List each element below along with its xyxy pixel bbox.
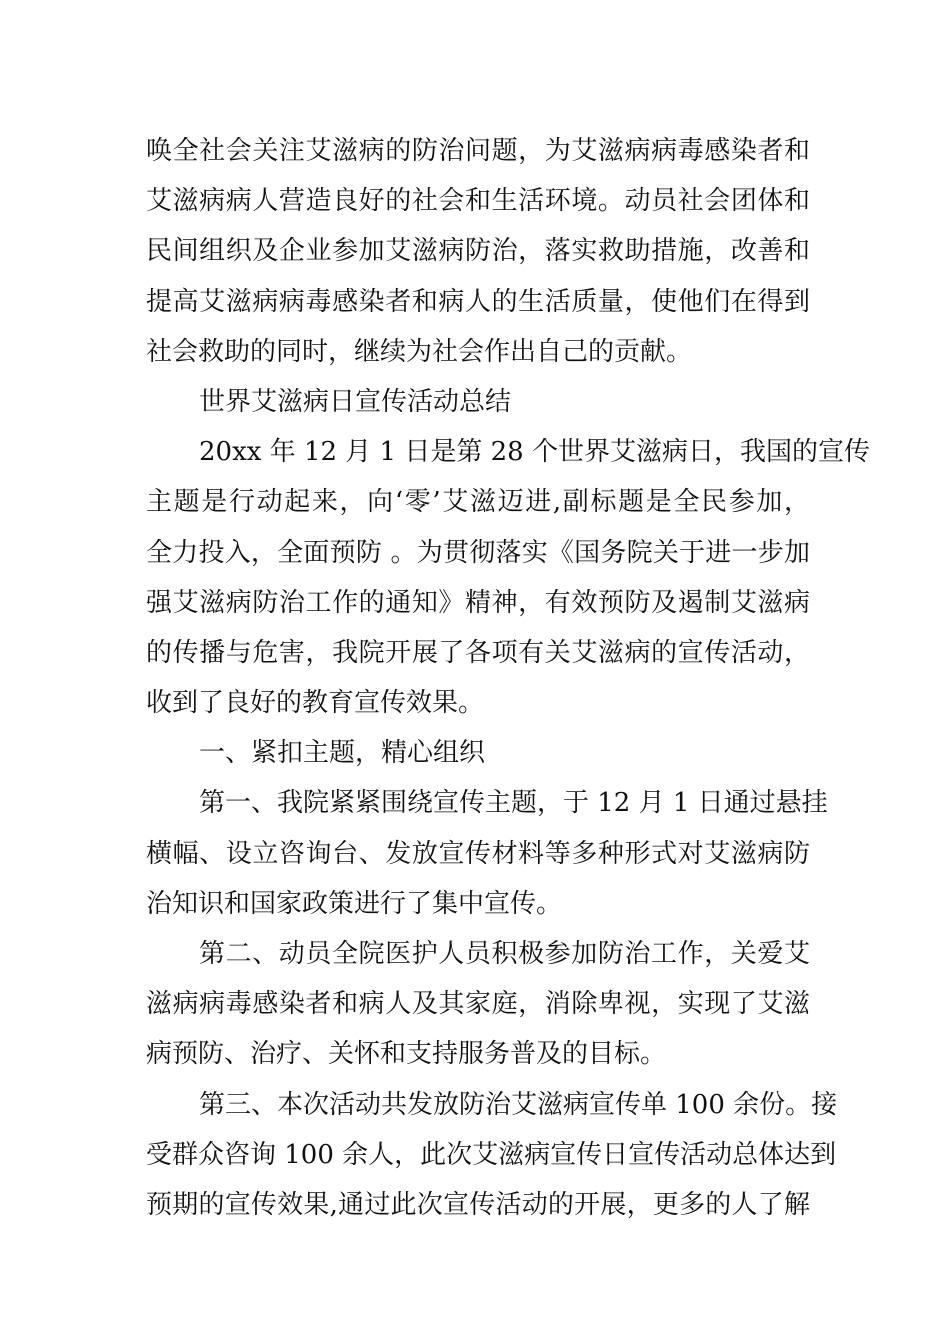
paragraph-line: 收到了良好的教育宣传效果。 [146, 688, 485, 719]
paragraph-line: 的传播与危害，我院开展了各项有关艾滋病的宣传活动， [146, 637, 810, 668]
paragraph-line: 20xx 年 12 月 1 日是第 28 个世界艾滋病日，我国的宣传 [199, 437, 870, 468]
paragraph-line: 滋病病毒感染者和病人及其家庭，消除卑视，实现了艾滋 [146, 989, 810, 1020]
paragraph-line: 预期的宣传效果,通过此次宣传活动的开展，更多的人了解 [146, 1189, 810, 1220]
paragraph-line: 全力投入，全面预防 。为贯彻落实《国务院关于进一步加 [146, 537, 810, 568]
paragraph-line: 横幅、设立咨询台、发放宣传材料等多种形式对艾滋病防 [146, 838, 810, 869]
paragraph-line: 受群众咨询 100 余人，此次艾滋病宣传日宣传活动总体达到 [146, 1139, 837, 1170]
paragraph-line: 提高艾滋病病毒感染者和病人的生活质量，使他们在得到 [146, 286, 810, 317]
paragraph-line: 社会救助的同时，继续为社会作出自己的贡献。 [146, 336, 693, 367]
paragraph-line: 病预防、治疗、关怀和支持服务普及的目标。 [146, 1039, 667, 1070]
paragraph-line: 民间组织及企业参加艾滋病防治，落实救助措施，改善和 [146, 236, 810, 267]
paragraph-line: 主题是行动起来，向‘零’艾滋迈进,副标题是全民参加， [146, 487, 810, 518]
paragraph-line: 第三、本次活动共发放防治艾滋病宣传单 100 余份。接 [199, 1089, 838, 1120]
section-title: 世界艾滋病日宣传活动总结 [199, 386, 512, 417]
paragraph-line: 艾滋病病人营造良好的社会和生活环境。动员社会团体和 [146, 186, 810, 217]
paragraph-line: 第二、动员全院医护人员积极参加防治工作，关爱艾 [199, 939, 810, 969]
paragraph-line: 唤全社会关注艾滋病的防治问题，为艾滋病病毒感染者和 [146, 136, 810, 166]
document-body [146, 126, 870, 1230]
section-heading: 一、紧扣主题，精心组织 [199, 738, 486, 769]
paragraph-line: 第一、我院紧紧围绕宣传主题，于 12 月 1 日通过悬挂 [199, 788, 828, 819]
paragraph-line: 强艾滋病防治工作的通知》精神，有效预防及遏制艾滋病 [146, 587, 810, 618]
paragraph-line: 治知识和国家政策进行了集中宣传。 [146, 888, 563, 919]
